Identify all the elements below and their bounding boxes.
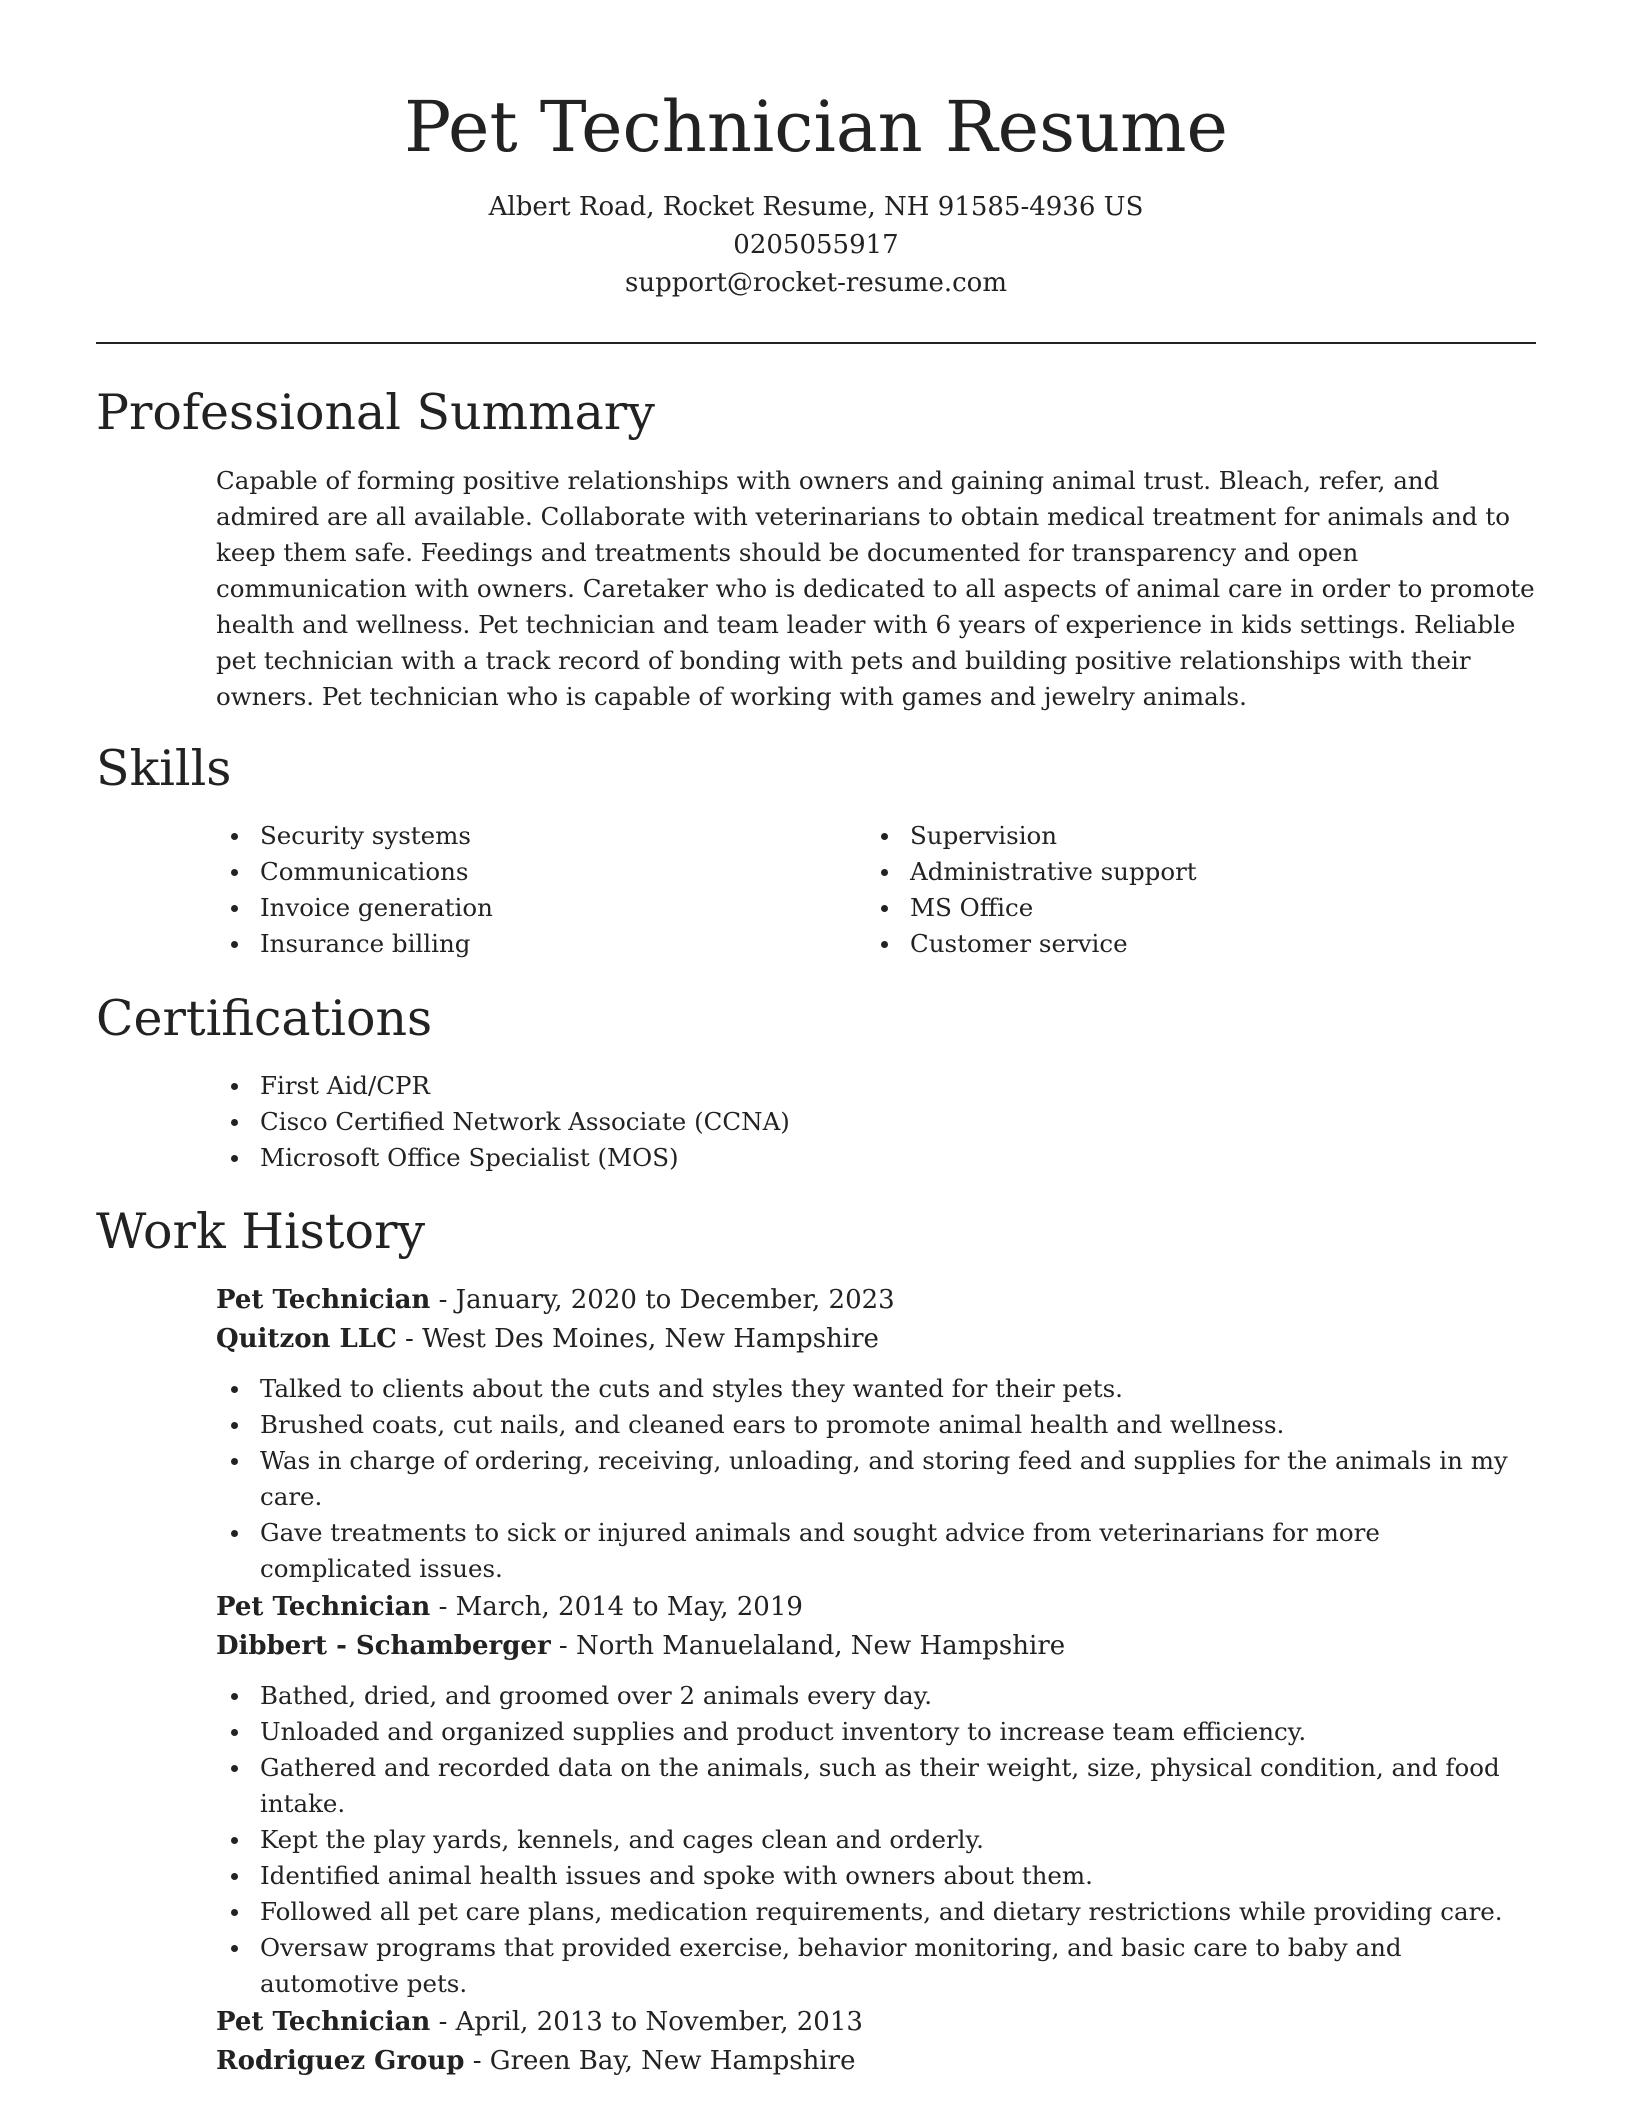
job-company-line xyxy=(216,1320,1536,1359)
job-entry xyxy=(216,1588,1536,2002)
certification-item: Microsoft Office Specialist (MOS) xyxy=(216,1140,1536,1176)
skill-item: Invoice generation xyxy=(216,890,836,926)
phone-number: 0205055917 xyxy=(733,230,899,260)
job-duty: Brushed coats, cut nails, and cleaned ears to promote animal health and wellness. xyxy=(216,1407,1536,1443)
job-title-line xyxy=(216,2003,1536,2042)
job-location: - North Manuelaland, New Hampshire xyxy=(550,1631,1066,1661)
job-entry xyxy=(216,1281,1536,1587)
job-title-line xyxy=(216,1281,1536,1320)
summary-text: Capable of forming positive relationships with owners and gaining animal trust. Bleach, refer, and admired are all available. Collaborate with veterinarians to obtain medical treatment for animals and to keep them safe. Feedings and treatments should be documented for transparency and open communication with owners. Caretaker who is dedicated to all aspects of animal care in order to promote health and wellness. Pet technician and team leader with 6 years of experience in kids settings. Reliable pet technician with a track record of bonding with pets and building positive relationships with their owners. Pet technician who is capable of working with games and jewelry animals. xyxy=(216,466,1535,711)
skills-column-left xyxy=(216,818,836,962)
work-history-heading: Work History xyxy=(96,1203,426,1260)
job-dates: - January, 2020 to December, 2023 xyxy=(430,1285,895,1315)
job-duty: Gathered and recorded data on the animals, such as their weight, size, physical condition, and food intake. xyxy=(216,1750,1536,1822)
job-duties-list xyxy=(216,1371,1536,1587)
job-title: Pet Technician xyxy=(216,2007,431,2037)
job-duty: Oversaw programs that provided exercise, behavior monitoring, and basic care to baby and automotive pets. xyxy=(216,1930,1536,2002)
skill-item: Security systems xyxy=(216,818,836,854)
job-duty: Bathed, dried, and groomed over 2 animals every day. xyxy=(216,1678,1536,1714)
resume-header xyxy=(0,80,1632,302)
email-address: support@rocket-resume.com xyxy=(624,268,1007,298)
skills-heading: Skills xyxy=(96,740,232,797)
job-title: Pet Technician xyxy=(216,1285,431,1315)
skills-list-left xyxy=(216,818,836,962)
job-location: - Green Bay, New Hampshire xyxy=(464,2046,856,2076)
page-title: Pet Technician Resume xyxy=(404,86,1228,168)
job-company-line xyxy=(216,1627,1536,1666)
certification-item: First Aid/CPR xyxy=(216,1068,1536,1104)
skills-column-right xyxy=(866,818,1486,962)
skill-item: Administrative support xyxy=(866,854,1486,890)
job-duty: Identified animal health issues and spoke with owners about them. xyxy=(216,1858,1536,1894)
skill-item: Communications xyxy=(216,854,836,890)
job-duty: Was in charge of ordering, receiving, unloading, and storing feed and supplies for the animals in my care. xyxy=(216,1443,1536,1515)
certification-item: Cisco Certified Network Associate (CCNA) xyxy=(216,1104,1536,1140)
job-company: Quitzon LLC xyxy=(216,1324,397,1354)
summary-heading: Professional Summary xyxy=(96,384,655,441)
certifications-list xyxy=(216,1068,1536,1176)
header-divider xyxy=(96,342,1536,344)
job-company: Dibbert - Schamberger xyxy=(216,1631,551,1661)
job-dates: - March, 2014 to May, 2019 xyxy=(430,1592,803,1622)
contact-info xyxy=(0,188,1632,302)
job-dates: - April, 2013 to November, 2013 xyxy=(430,2007,863,2037)
skill-item: Customer service xyxy=(866,926,1486,962)
job-location: - West Des Moines, New Hampshire xyxy=(396,1324,879,1354)
skill-item: MS Office xyxy=(866,890,1486,926)
certifications-section xyxy=(216,1068,1536,1176)
job-title: Pet Technician xyxy=(216,1592,431,1622)
job-company: Rodriguez Group xyxy=(216,2046,465,2076)
job-duty: Gave treatments to sick or injured animals and sought advice from veterinarians for more complicated issues. xyxy=(216,1515,1536,1587)
job-duties-list xyxy=(216,1678,1536,2002)
certifications-heading: Certifications xyxy=(96,990,433,1047)
skills-list-right xyxy=(866,818,1486,962)
job-duty: Talked to clients about the cuts and styles they wanted for their pets. xyxy=(216,1371,1536,1407)
skill-item: Supervision xyxy=(866,818,1486,854)
job-title-line xyxy=(216,1588,1536,1627)
address: Albert Road, Rocket Resume, NH 91585-4936 US xyxy=(488,192,1144,222)
job-entry xyxy=(216,2003,1536,2081)
skill-item: Insurance billing xyxy=(216,926,836,962)
job-duty: Followed all pet care plans, medication requirements, and dietary restrictions while providing care. xyxy=(216,1894,1536,1930)
job-company-line xyxy=(216,2042,1536,2081)
job-duty: Unloaded and organized supplies and product inventory to increase team efficiency. xyxy=(216,1714,1536,1750)
job-duty: Kept the play yards, kennels, and cages clean and orderly. xyxy=(216,1822,1536,1858)
